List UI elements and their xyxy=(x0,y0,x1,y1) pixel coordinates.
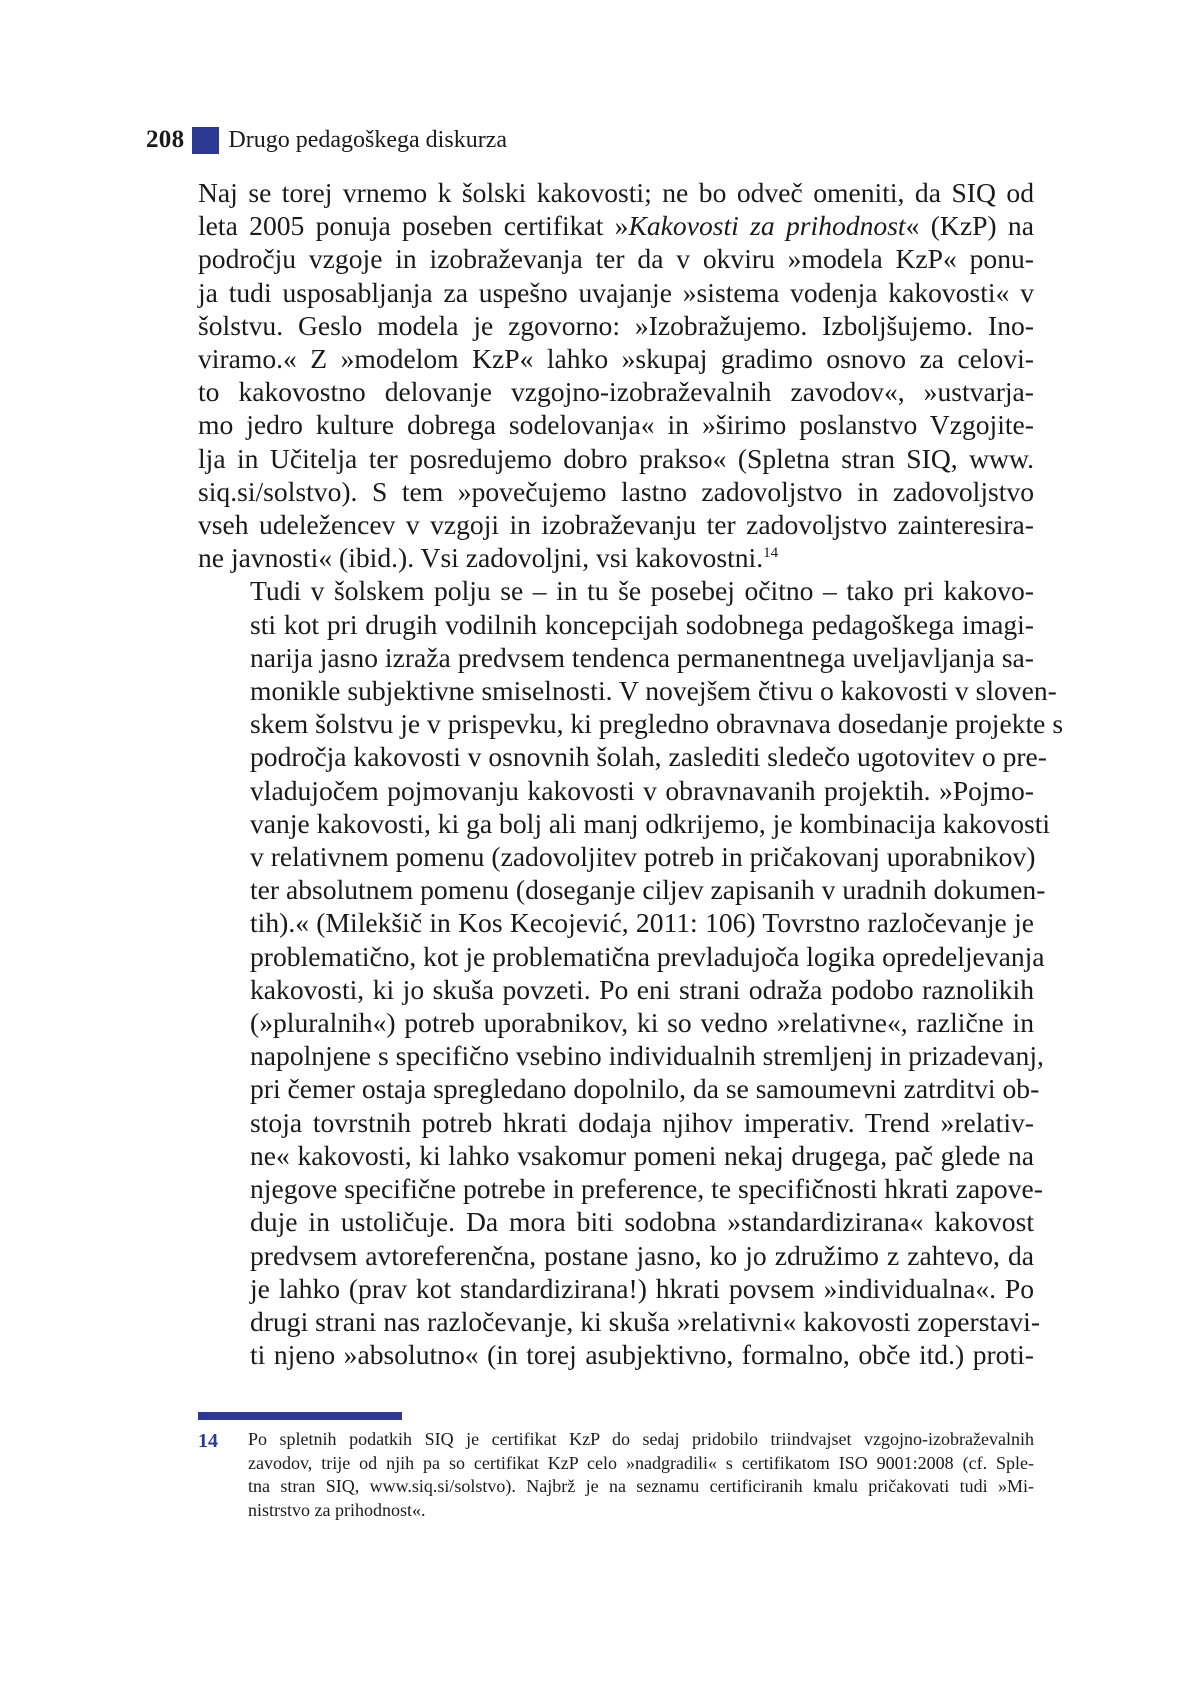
text-line: ja tudi usposabljanja za uspešno uvajanje »sistema vodenja kakovosti« v xyxy=(198,276,1034,308)
text-line: tih).« (Milekšič in Kos Kecojević, 2011: 106) Tovrstno razločevanje je xyxy=(250,907,1034,939)
text-line: monikle subjektivne smiselnosti. V novejšem čtivu o kakovosti v sloven- xyxy=(250,675,1057,707)
text-line: je lahko (prav kot standardizirana!) hkrati povsem »individualna«. Po xyxy=(250,1272,1034,1304)
footnote xyxy=(198,1428,1034,1538)
text-line: vseh udeležencev v vzgoji in izobraževanju ter zadovoljstvo zainteresira- xyxy=(198,509,1034,541)
text-line: področju vzgoje in izobraževanja ter da v okviru »modela KzP« ponu- xyxy=(198,243,1034,275)
footnote-line: tna stran SIQ, www.siq.si/solstvo). Najbrž je na seznamu certificiranih kmalu pričakovati tudi »Mi- xyxy=(248,1476,1034,1496)
text-line: sti kot pri drugih vodilnih koncepcijah sodobnega pedagoškega imagi- xyxy=(250,608,1034,640)
text-line: ter absolutnem pomenu (doseganje ciljev zapisanih v uradnih dokumen- xyxy=(250,874,1046,906)
text-line: lja in Učitelja ter posredujemo dobro prakso« (Spletna stran SIQ, www. xyxy=(198,442,1034,474)
header-square-mark xyxy=(192,127,219,154)
text-segment: ne javnosti« (ibid.). Vsi zadovoljni, vsi kakovostni. xyxy=(198,542,764,574)
text-line: siq.si/solstvo). S tem »povečujemo lastno zadovoljstvo in zadovoljstvo xyxy=(198,475,1034,507)
text-line: napolnjene s specifično vsebino individualnih stremljenj in prizadevanj, xyxy=(250,1040,1044,1072)
running-header xyxy=(146,122,507,158)
text-line: vladujočem pojmovanju kakovosti v obravnavanih projektih. »Pojmo- xyxy=(250,774,1034,806)
text-line: vanje kakovosti, ki ga bolj ali manj odkrijemo, je kombinacija kakovosti xyxy=(250,807,1051,839)
footnote-line: nistrstvo za prihodnost«. xyxy=(248,1499,426,1520)
paragraph-2 xyxy=(198,574,1064,1371)
footnote-text xyxy=(248,1428,1034,1522)
body-text xyxy=(198,176,1064,1406)
paragraph-1 xyxy=(198,176,1034,574)
text-line: problematično, kot je problematična prevladujoča logika opredeljevanja xyxy=(250,940,1045,972)
text-line: področja kakovosti v osnovnih šolah, zaslediti sledečo ugotovitev o pre- xyxy=(250,741,1047,773)
text-line: njegove specifične potrebe in preference, te specifičnosti hkrati zapove- xyxy=(250,1173,1043,1205)
footnote-line: Po spletnih podatkih SIQ je certifikat KzP do sedaj pridobilo triindvajset vzgojno-izobraževalnih xyxy=(248,1429,1034,1449)
text-line: (»pluralnih«) potreb uporabnikov, ki so vedno »relativne«, različne in xyxy=(250,1007,1034,1039)
page-number: 208 xyxy=(146,126,185,153)
footnote-line: zavodov, trije od njih pa so certifikat KzP celo »nadgradili« s certifikatom ISO 9001:2008 (cf. Sple- xyxy=(248,1452,1034,1473)
text-segment: leta 2005 ponuja poseben certifikat » xyxy=(198,210,629,242)
text-line: Tudi v šolskem polju se – in tu še posebej očitno – tako pri kakovo- xyxy=(250,575,1034,607)
text-line: ti njeno »absolutno« (in torej asubjektivno, formalno, obče itd.) proti- xyxy=(250,1339,1034,1371)
text-line: stoja tovrstnih potreb hkrati dodaja njihov imperativ. Trend »relativ- xyxy=(250,1106,1034,1138)
text-line: mo jedro kulture dobrega sodelovanja« in »širimo poslanstvo Vzgojite- xyxy=(198,409,1034,441)
footnote-reference[interactable]: 14 xyxy=(763,545,779,562)
text-line: viramo.« Z »modelom KzP« lahko »skupaj gradimo osnovo za celovi- xyxy=(198,343,1034,375)
text-line: narija jasno izraža predvsem tendenca permanentnega uveljavljanja sa- xyxy=(250,641,1034,673)
running-title: Drugo pedagoškega diskurza xyxy=(228,126,507,153)
text-line: predvsem avtoreferenčna, postane jasno, ko jo združimo z zahtevo, da xyxy=(250,1239,1034,1271)
footnote-divider xyxy=(198,1412,402,1420)
text-line: ne« kakovosti, ki lahko vsakomur pomeni nekaj drugega, pač glede na xyxy=(250,1139,1034,1171)
text-line: v relativnem pomenu (zadovoljitev potreb in pričakovanj uporabnikov) xyxy=(250,841,1036,873)
text-line: šolstvu. Geslo modela je zgovorno: »Izobražujemo. Izboljšujemo. Ino- xyxy=(198,309,1034,341)
text-line xyxy=(198,209,1034,242)
text-segment: « (KzP) na xyxy=(905,210,1034,242)
text-line: Naj se torej vrnemo k šolski kakovosti; ne bo odveč omeniti, da SIQ od xyxy=(198,177,1034,208)
text-line: kakovosti, ki jo skuša povzeti. Po eni strani odraža podobo raznolikih xyxy=(250,973,1034,1005)
footnote-number: 14 xyxy=(198,1430,218,1452)
text-line: duje in ustoličuje. Da mora biti sodobna »standardizirana« kakovost xyxy=(250,1206,1034,1238)
text-line: drugi strani nas razločevanje, ki skuša »relativni« kakovosti zoperstavi- xyxy=(250,1305,1041,1337)
text-line: to kakovostno delovanje vzgojno-izobraževalnih zavodov«, »ustvarja- xyxy=(198,376,1034,408)
text-line xyxy=(198,541,1034,574)
certificate-title-italic: Kakovosti za prihodnost xyxy=(628,210,906,242)
text-line: skem šolstvu je v prispevku, ki pregledno obravnava dosedanje projekte s xyxy=(250,708,1064,740)
text-line: pri čemer ostaja spregledano dopolnilo, da se samoumevni zatrditvi ob- xyxy=(250,1073,1040,1105)
